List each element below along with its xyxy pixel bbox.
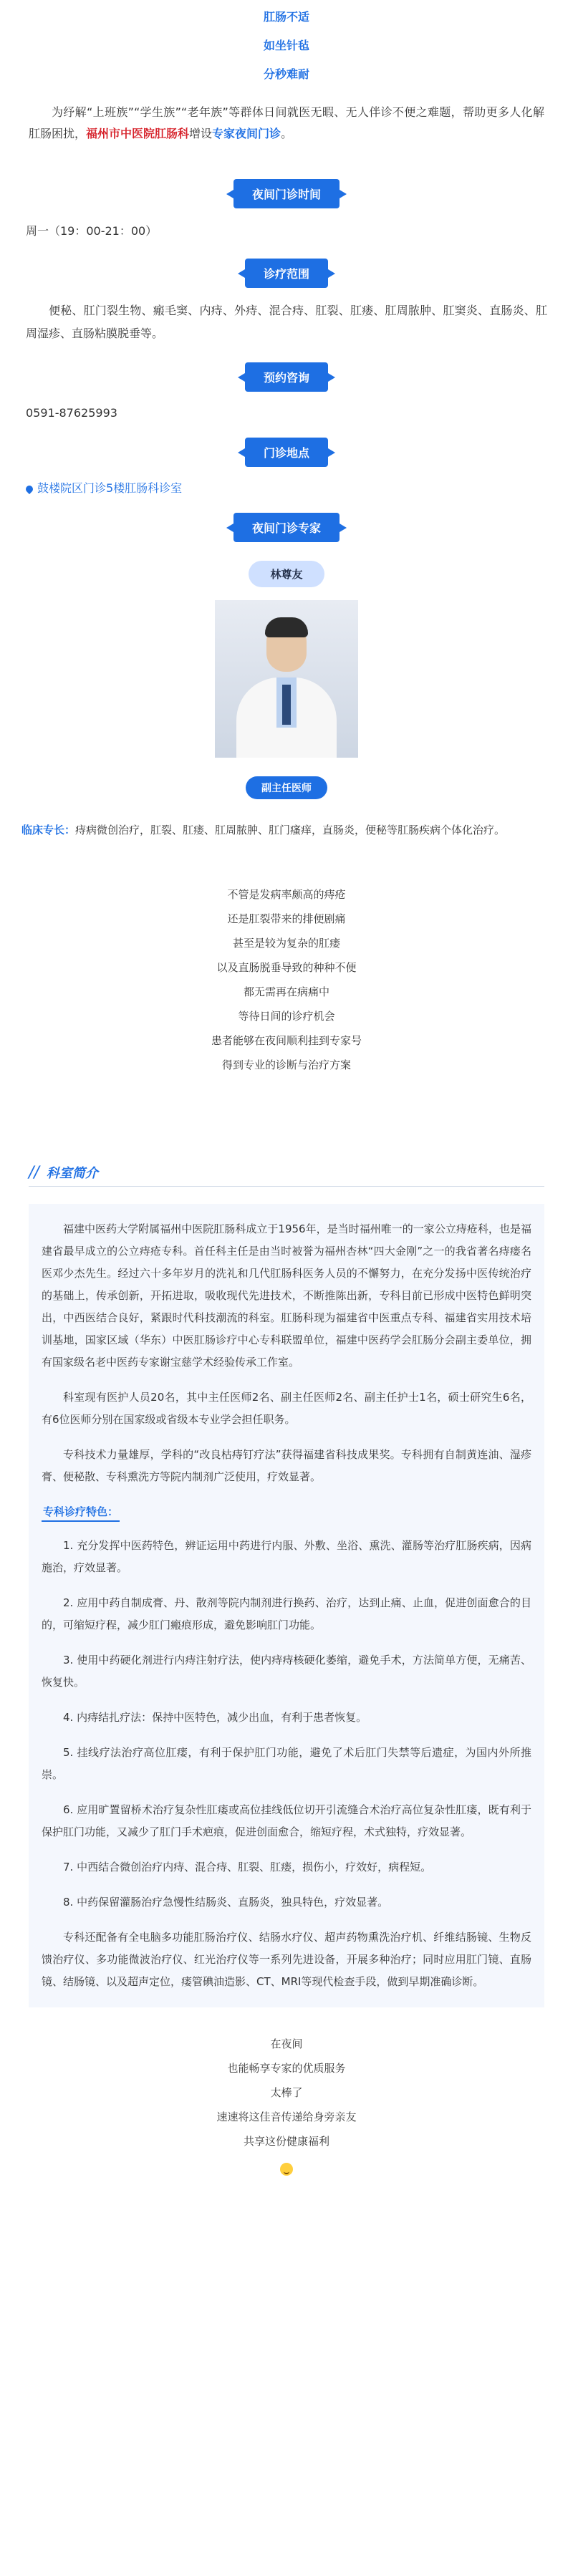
department-title: 科室简介	[46, 1166, 98, 1181]
feature-item: 5. 挂线疗法治疗高位肛瘘，有利于保护肛门功能，避免了术后肛门失禁等后遗症，为国内外所推崇。	[42, 1746, 531, 1781]
header-line-3: 分秒难耐	[263, 67, 309, 81]
divider	[29, 1186, 544, 1187]
department-heading	[0, 1163, 573, 1182]
poem-line: 不管是发病率颇高的痔疮	[227, 888, 346, 901]
poem-line: 还是肛裂带来的排便剧痛	[227, 912, 346, 925]
intro-text-2: 增设	[189, 127, 213, 140]
hospital-name: 福州市中医院肛肠科	[86, 127, 190, 140]
poem-line: 等待日间的诊疗机会	[238, 1010, 335, 1023]
footer-poem	[0, 2032, 573, 2181]
booking-title: 预约咨询	[245, 362, 328, 392]
feature-item: 1. 充分发挥中医药特色，辨证运用中药进行内服、外敷、坐浴、熏洗、灌肠等治疗肛肠疾病，因病施治，疗效显著。	[42, 1539, 531, 1574]
footer-line: 速速将这佳音传递给身旁亲友	[216, 2111, 357, 2123]
slash-icon: //	[29, 1163, 39, 1182]
scope-value: 便秘、肛门裂生物、瘢毛窦、内痔、外痔、混合痔、肛裂、肛瘘、肛周脓肿、肛窦炎、直肠炎、肛周湿疹、直肠粘膜脱垂等。	[26, 304, 547, 340]
expert-title: 夜间门诊专家	[233, 513, 340, 542]
specialty-text: 痔病微创治疗，肛裂、肛瘘、肛周脓肿、肛门瘙痒，直肠炎，便秘等肛肠疾病个体化治疗。	[75, 824, 506, 836]
poem-line: 以及直肠脱垂导致的种种不便	[216, 961, 357, 974]
poem	[0, 882, 573, 1077]
poem-line: 患者能够在夜间顺利挂到专家号	[211, 1034, 362, 1047]
clinic-name: 专家夜间门诊	[212, 127, 281, 140]
header-line-2: 如坐针毡	[263, 39, 309, 52]
footer-line: 在夜间	[270, 2037, 303, 2050]
header-line-1: 肛肠不适	[263, 10, 309, 24]
intro-text-1: 为纾解“上班族”“学生族”“老年族”等群体日间就医无暇、无人伴诊不便之难题，帮助更多人化解肛肠困扰，	[29, 105, 544, 140]
location-line	[0, 477, 573, 500]
location-pin-icon	[24, 483, 34, 493]
dept-paragraph-1: 福建中医药大学附属福州中医院肛肠科成立于1956年，是当时福州唯一的一家公立痔疮科，也是福建省最早成立的公立痔疮专科。首任科主任是由当时被誉为福州杏林“四大金刚”之一的我省著名痔瘘名医邓少杰先生。经过六十多年岁月的洗礼和几代肛肠科医务人员的不懈努力，在充分发扬中医传统治疗的基础上，传承创新，开拓进取，吸收现代先进技术，不断推陈出新，专科目前已形成中医特色鲜明突出，中西医结合良好，紧跟时代科技潮流的科室。肛肠科现为福建省中医重点专科、福建省实用技术培训基地，国家区域（华东）中医肛肠诊疗中心专科联盟单位，福建中医药学会肛肠分会副主委单位，拥有国家级名老中医药专家谢宝慈学术经验传承工作室。	[42, 1222, 531, 1369]
poem-line: 甚至是较为复杂的肛瘘	[232, 937, 340, 950]
specialty-label: 临床专长：	[21, 824, 76, 836]
location-title: 门诊地点	[245, 438, 328, 467]
poem-line: 得到专业的诊断与治疗方案	[221, 1058, 351, 1071]
feature-item: 6. 应用旷置留桥术治疗复杂性肛瘘或高位挂线低位切开引流缝合术治疗高位复杂性肛瘘，既有利于保护肛门功能，又减少了肛门手术疤痕，促进创面愈合，缩短疗程，术式独特，疗效显著。	[42, 1803, 531, 1838]
footer-line: 太棒了	[270, 2086, 303, 2099]
feature-item: 2. 应用中药自制成膏、丹、散剂等院内制剂进行换药、治疗，达到止痛、止血，促进创面愈合的目的，可缩短疗程，减少肛门瘢痕形成，避免影响肛门功能。	[42, 1596, 531, 1631]
doctor-name: 林尊友	[249, 561, 324, 587]
footer-line: 也能畅享专家的优质服务	[227, 2062, 346, 2075]
doctor-title: 副主任医师	[246, 776, 327, 799]
features-title: 专科诊疗特色：	[42, 1504, 120, 1522]
header	[0, 0, 573, 89]
dept-paragraph-2: 科室现有医护人员20名，其中主任医师2名、副主任医师2名、副主任护士1名，硕士研究生6名，有6位医师分别在国家级或省级本专业学会担任职务。	[42, 1391, 531, 1426]
doctor-photo	[215, 600, 358, 758]
hours-section	[0, 179, 573, 243]
intro-paragraph	[0, 102, 573, 145]
location-value: 鼓楼院区门诊5楼肛肠科诊室	[37, 481, 183, 495]
dept-paragraph-3: 专科技术力量雄厚，学科的“改良枯痔钉疗法”获得福建省科技成果奖。专科拥有自制黄连油、湿疹膏、便秘散、专科熏洗方等院内制剂广泛使用，疗效显著。	[42, 1448, 531, 1483]
feature-item: 8. 中药保留灌肠治疗急慢性结肠炎、直肠炎，独具特色，疗效显著。	[63, 1896, 389, 1909]
smile-icon	[280, 2163, 293, 2176]
dept-paragraph-4: 专科还配备有全电脑多功能肛肠治疗仪、结肠水疗仪、超声药物熏洗治疗机、纤维结肠镜、生物反馈治疗仪、多功能微波治疗仪、红光治疗仪等一系列先进设备，开展多种治疗；同时应用肛门镜、直肠镜、结肠镜、以及超声定位，瘘管碘油造影、CT、MRI等现代检查手段，做到早期准确诊断。	[42, 1931, 531, 1988]
doctor-specialty	[0, 819, 573, 841]
feature-item: 4. 内痔结扎疗法：保持中医特色，减少出血，有利于患者恢复。	[63, 1711, 367, 1724]
footer-line: 共享这份健康福利	[243, 2135, 329, 2148]
feature-item: 3. 使用中药硬化剂进行内痔注射疗法，使内痔痔核硬化萎缩，避免手术，方法简单方便，无痛苦、恢复快。	[42, 1654, 531, 1689]
intro-text-3: 。	[281, 127, 293, 140]
feature-item: 7. 中西结合微创治疗内痔、混合痔、肛裂、肛瘘，损伤小，疗效好，病程短。	[63, 1861, 432, 1873]
location-section	[0, 438, 573, 500]
booking-section	[0, 362, 573, 425]
booking-phone[interactable]: 0591-87625993	[26, 406, 117, 420]
hours-title: 夜间门诊时间	[233, 179, 340, 208]
scope-title: 诊疗范围	[245, 259, 328, 288]
department-box	[29, 1204, 544, 2007]
department-section	[0, 1163, 573, 2007]
hours-value: 周一（19：00-21：00）	[26, 224, 158, 238]
scope-section	[0, 259, 573, 345]
poem-line: 都无需再在病痛中	[243, 985, 329, 998]
expert-section	[0, 513, 573, 799]
